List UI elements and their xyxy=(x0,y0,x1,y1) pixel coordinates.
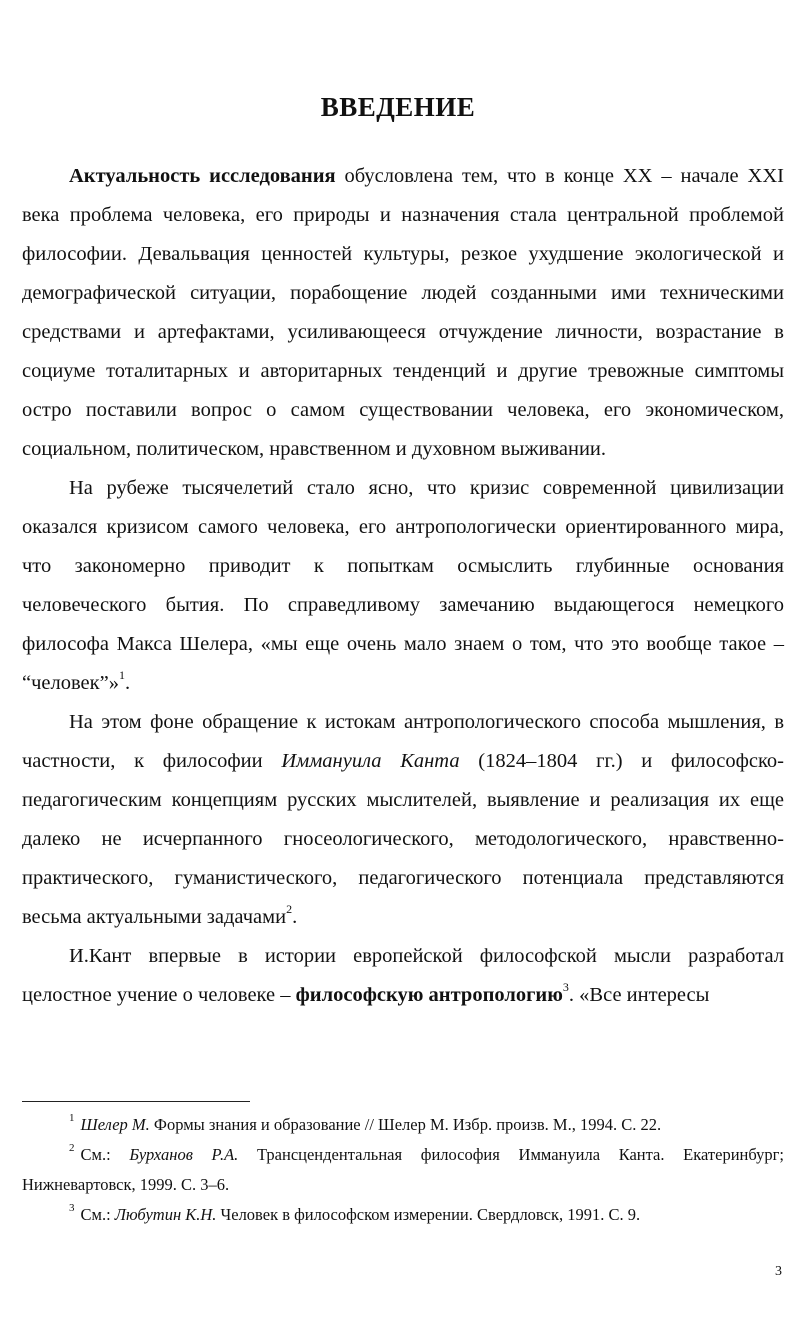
paragraph-3-end: . xyxy=(292,906,298,928)
footnotes xyxy=(22,1110,784,1230)
footnote-prefix: См.: xyxy=(80,1205,115,1224)
footnote-text: Формы знания и образование // Шелер М. Избр. произв. М., 1994. С. 22. xyxy=(149,1115,662,1134)
paragraph-2-text: На рубеже тысячелетий стало ясно, что кризис современной цивилизации оказался кризисом самого человека, его антропологически ориентированного мира, что закономерно приводит к попыткам осмыслить глубинные основания человеческого бытия. По справедливому замечанию выдающегося немецкого философа Макса Шелера, «мы еще очень мало знаем о том, что это вообще такое – “человек”» xyxy=(22,477,784,694)
footnote-ref-2[interactable]: 2 xyxy=(286,902,293,917)
footnote-text: Трансцендентальная философия Иммануила Канта. Екатеринбург; Нижневартовск, 1999. С. 3–6. xyxy=(22,1145,784,1194)
footnote-ref-3[interactable]: 3 xyxy=(562,980,569,995)
footnote-author: Бурханов Р.А. xyxy=(129,1145,239,1164)
paragraph-4 xyxy=(22,937,784,1015)
paragraph-2 xyxy=(22,469,784,703)
footnote-ref-1[interactable]: 1 xyxy=(118,668,125,683)
footnote-2 xyxy=(22,1140,784,1200)
paragraph-1-text: обусловлена тем, что в конце XX – начале XXI века проблема человека, его природы и назначения стала центральной проблемой философии. Девальвация ценностей культуры, резкое ухудшение экологической и демографической ситуации, порабощение людей созданными ими техническими средствами и артефактами, усиливающееся отчуждение личности, возрастание в социуме тоталитарных и авторитарных тенденций и другие тревожные симптомы остро поставили вопрос о самом существовании человека, его экономическом, социальном, политическом, нравственном и духовном выживании. xyxy=(22,165,784,460)
paragraph-2-end: . xyxy=(124,672,131,694)
footnote-text: Человек в философском измерении. Свердловск, 1991. С. 9. xyxy=(216,1205,641,1224)
footnote-number: 2 xyxy=(69,1141,75,1154)
footnote-author: Шелер М. xyxy=(80,1115,150,1134)
bold-term: философскую антропологию xyxy=(295,984,563,1006)
kant-name: Иммануила Канта xyxy=(281,750,460,772)
page-title: ВВЕДЕНИЕ xyxy=(320,92,476,122)
paragraph-4-end: . «Все интересы xyxy=(568,984,710,1006)
paragraph-1 xyxy=(22,157,784,469)
footnote-divider xyxy=(22,1101,250,1102)
bold-lead-phrase: Актуальность исследования xyxy=(69,165,336,187)
footnote-3 xyxy=(22,1200,784,1230)
footnote-prefix: См.: xyxy=(80,1145,130,1164)
page-number: 3 xyxy=(775,1264,782,1279)
footnote-author: Любутин К.Н. xyxy=(114,1205,217,1224)
paragraph-3 xyxy=(22,703,784,937)
footnote-number: 1 xyxy=(69,1111,75,1124)
paragraph-3-text-before: На этом фоне обращение к истокам антропологического способа мышления, в частности, к философии xyxy=(22,711,784,772)
footnote-1 xyxy=(22,1110,784,1140)
paragraph-3-text-after: (1824–1804 гг.) и философско-педагогическим концепциям русских мыслителей, выявление и реализация их еще далеко не исчерпанного гносеологического, методологического, нравственно-практического, гуманистического, педагогического потенциала представляются весьма актуальными задачами xyxy=(22,750,784,928)
main-text xyxy=(22,157,784,1015)
paragraph-4-text: И.Кант впервые в истории европейской философской мысли разработал целостное учение о человеке – xyxy=(22,945,784,1006)
footnote-number: 3 xyxy=(69,1201,75,1214)
